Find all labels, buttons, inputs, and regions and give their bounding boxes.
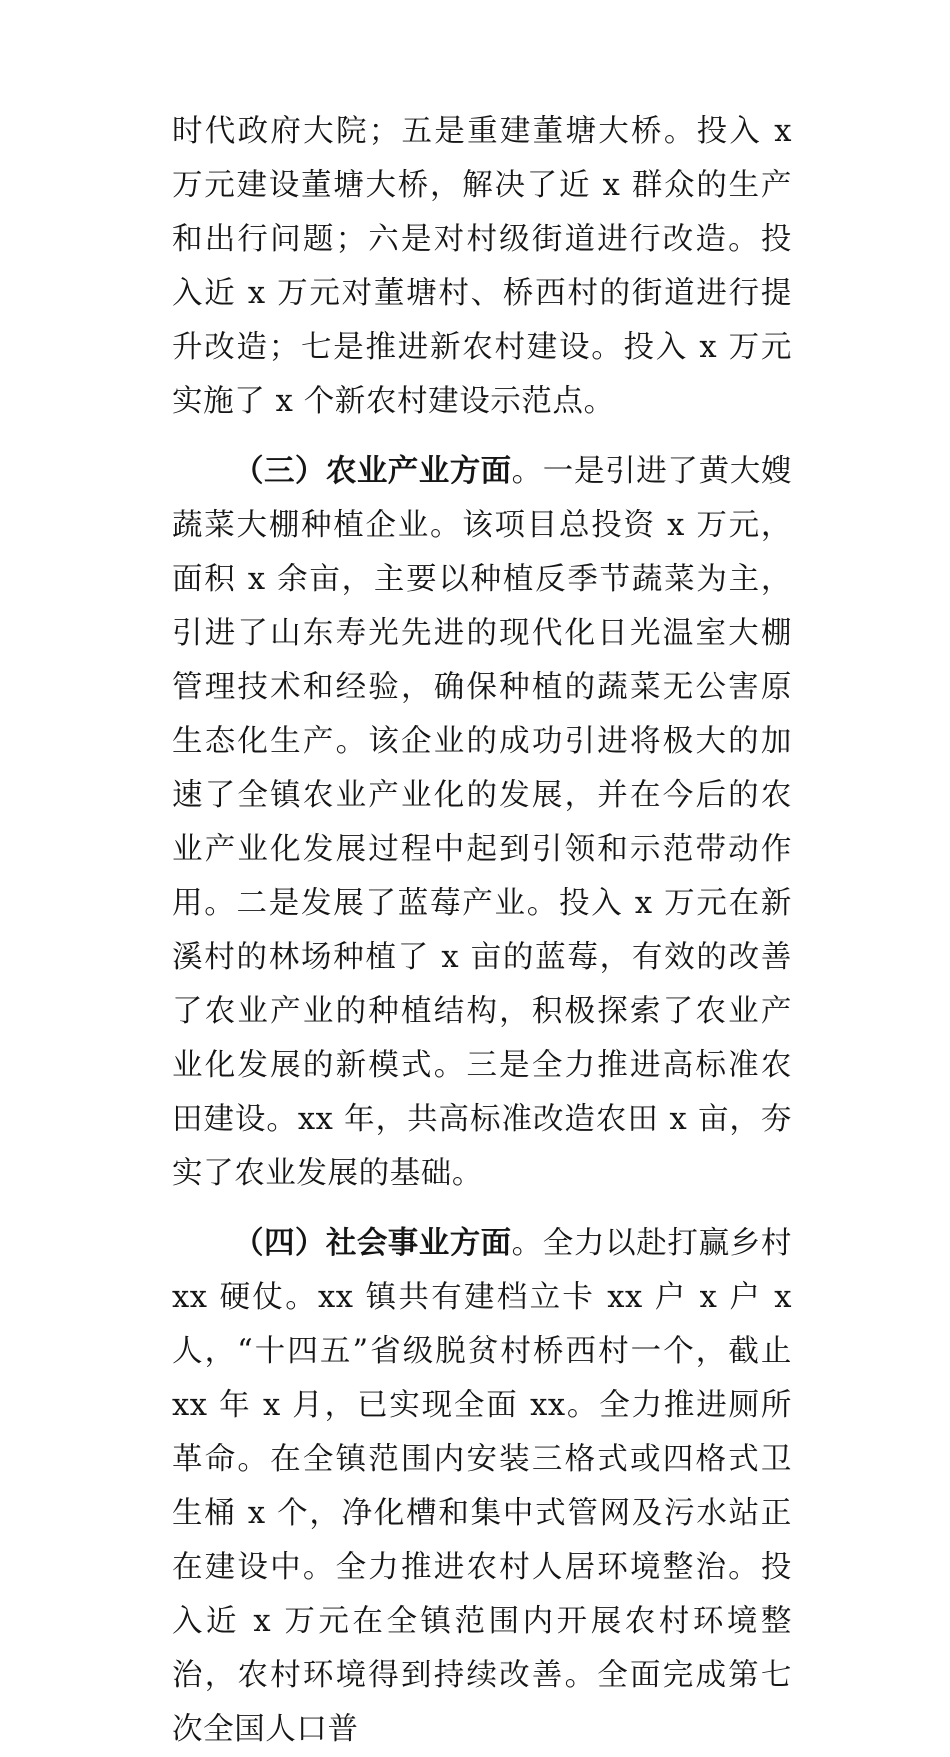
paragraph-text: 。全力以赴打赢乡村 xx 硬仗。xx 镇共有建档立卡 xx 户 x 户 x 人，“十四五”省级脱贫村桥西村一个，截止 xx 年 x 月，已实现全面 xx。全力推进厕所革命。在全镇范围内安装三格式或四格式卫生桶 x 个，净化槽和集中式管网及污水站正在建设中。全力推进农村人居环境整治。投入近 x 万元在全镇范围内开展农村环境整治，农村环境得到持续改善。全面完成第七次全国人口普 [172,1226,792,1747]
paragraph-social-undertakings [172,1217,792,1757]
paragraph-text: 。一是引进了黄大嫂蔬菜大棚种植企业。该项目总投资 x 万元，面积 x 余亩，主要以种植反季节蔬菜为主，引进了山东寿光先进的现代化日光温室大棚管理技术和经验，确保种植的蔬菜无公害原生态化生产。该企业的成功引进将极大的加速了全镇农业产业化的发展，并在今后的农业产业化发展过程中起到引领和示范带动作用。二是发展了蓝莓产业。投入 x 万元在新溪村的林场种植了 x 亩的蓝莓，有效的改善了农业产业的种植结构，积极探索了农业产业化发展的新模式。三是全力推进高标准农田建设。xx 年，共高标准改造农田 x 亩，夯实了农业发展的基础。 [172,454,792,1191]
paragraph-agriculture-industry [172,445,792,1201]
document-text-body [172,105,792,1757]
paragraph-text: 时代政府大院；五是重建董塘大桥。投入 x 万元建设董塘大桥，解决了近 x 群众的生产和出行问题；六是对村级街道进行改造。投入近 x 万元对董塘村、桥西村的街道进行提升改造；七是推进新农村建设。投入 x 万元实施了 x 个新农村建设示范点。 [172,114,792,419]
paragraph-infrastructure-continuation [172,105,792,429]
section-heading-four: （四）社会事业方面 [233,1226,512,1261]
section-heading-three: （三）农业产业方面 [233,454,512,489]
